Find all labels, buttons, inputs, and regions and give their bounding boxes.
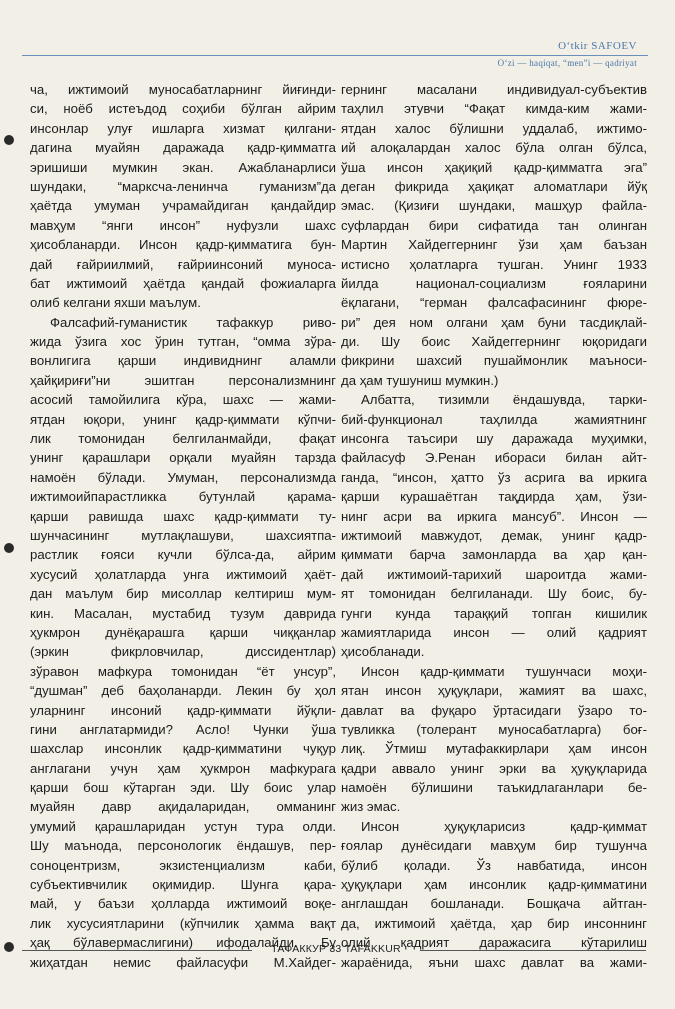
text-line: таҳлил этувчи “Фақат кимда-ким жами-	[341, 101, 647, 117]
text-line: Албатта, тизимли ёндашувда, тарки-	[361, 392, 647, 408]
text-line: бўлиб қолади. Ўз навбатида, инсон	[341, 857, 647, 873]
text-line: фикрини шахсий пушаймонлик маъноси-	[341, 353, 647, 369]
text-line: Фалсафий-гуманистик тафаккур риво-	[50, 314, 336, 330]
text-line: ча, ижтимоий муносабатларнинг йиғинди-	[30, 82, 336, 97]
binder-hole	[4, 135, 14, 145]
running-header-author: O‘tkir SAFOEV	[558, 40, 637, 52]
text-line: қарши равишда шахс қадр-қиммати ту-	[30, 508, 336, 524]
text-line: гунги кунда тараққий топган кишилик	[341, 605, 647, 621]
text-line: йилда национал-социализм ғояларини	[341, 275, 647, 291]
text-line: мавҳум “янги инсон” нуфузли шахс	[30, 217, 336, 233]
text-line: инсонга таъсири шу даражада муҳимки,	[341, 431, 647, 447]
text-line: дан маълум бир мисоллар келтириш мум-	[30, 586, 336, 602]
text-line: жиз эмас.	[341, 799, 401, 815]
text-line: лик томонидан белгиланмайди, фақат	[30, 431, 336, 447]
text-line: ятдан юқори, унинг қадр-қиммати кўпчи-	[30, 411, 336, 427]
text-line: ҳақ бўлавермаслигини) ифодалайди. Бу	[30, 935, 336, 951]
footer-rule-right	[420, 950, 646, 951]
text-line: гини англатармиди? Асло! Чунки ўша	[30, 721, 336, 737]
text-line: шахслар инсонлик қадр-қимматини чуқур	[30, 741, 336, 757]
text-line: Инсон ҳуқуқларисиз қадр-қиммат	[361, 818, 647, 834]
text-line: асосий тамойилига кўра, шахс — жами-	[30, 392, 336, 408]
text-line: деган фикрида ҳақиқат аломатлари йўқ	[341, 178, 647, 194]
text-line: вонлигига қарши индивиднинг аламли	[30, 353, 336, 369]
text-line: файласуф Э.Ренан ибораси билан айт-	[341, 450, 647, 466]
text-line: ятдан халос бўлишни уддалаб, ижтимо-	[341, 120, 647, 136]
running-header-subtitle: O‘zi — haqiqat, “men”i — qadriyat	[497, 58, 637, 68]
text-line: дагина муайян даражада қадр-қимматга	[30, 140, 336, 156]
text-line: ўша инсон ҳақиқий қадр-қимматга эга”	[341, 159, 647, 175]
text-line: да ҳам тушуниш мумкин.)	[341, 372, 499, 388]
text-line: дай ғайриилмий, ғайриинсоний муноса-	[30, 256, 336, 272]
text-line: англагани учун ҳам ҳукмрон мафкурага	[30, 760, 336, 776]
text-line: ди. Шу боис Хайдеггернинг юқоридаги	[341, 334, 647, 350]
text-line: нинг асри ва иркига мансуб”. Инсон —	[341, 508, 647, 524]
text-line: зўравон мафкура томонидан “ёт унсур”,	[30, 663, 336, 679]
binder-hole	[4, 942, 14, 952]
text-line: шунчасининг мутлақлашуви, шахсиятпа-	[30, 527, 336, 543]
text-line: ғоялар дунёсидаги мавҳум бир тушунча	[341, 838, 647, 854]
text-line: ҳаётда умуман учрамайдиган қандайдир	[30, 198, 336, 214]
text-line: намоён бўлишини таъкидлаганлари бе-	[341, 780, 647, 796]
text-line: растлик ғояси кучли бўлса-да, айрим	[30, 547, 336, 563]
text-line: (эркин фикрловчилар, диссидентлар)	[30, 644, 336, 660]
text-line: жараёнида, яъни шахс давлат ва жами-	[341, 954, 647, 970]
text-line: ижтимоийпарастликка бутунлай қарама-	[30, 489, 336, 505]
text-line: “душман” деб баҳоланарди. Лекин бу ҳол	[30, 683, 336, 699]
text-line: қарши курашаётган тақдирда ҳам, ўзи-	[341, 489, 647, 505]
text-line: қарши бош кўтарган эди. Шу боис улар	[30, 780, 336, 796]
text-line: суфлардан бири сифатида тан олинган	[341, 217, 647, 233]
text-line: кин. Масалан, мустабид тузум даврида	[30, 605, 336, 621]
text-line: намоён бўлади. Умуман, персонализмда	[30, 469, 336, 485]
text-line: ҳайқириғи”ни эшитган персонализмнинг	[30, 372, 336, 388]
text-line: тувликка (толерант муносабатларга) боғ-	[341, 721, 647, 737]
text-line: қиммати барча замонларда ва ҳар қан-	[341, 547, 647, 563]
text-line: уларнинг инсоний қадр-қиммати йўқли-	[30, 702, 336, 718]
header-rule	[22, 55, 648, 56]
text-line: шундаки, “марксча-ленинча гуманизм”да	[30, 178, 336, 194]
text-line: жамиятларида инсон — олий қадрият	[341, 624, 647, 640]
footer-rule-left	[22, 950, 252, 951]
text-line: да, ижтимоий ҳаётда, ҳар бир инсоннинг	[341, 915, 647, 931]
text-line: ри” дея ном олгани ҳам буни тасдиқлай-	[341, 314, 647, 330]
text-line: ёқлагани, “герман фалсафасининг фюре-	[341, 295, 647, 311]
text-line: ҳисобланарди. Инсон қадр-қимматига бун-	[30, 237, 336, 253]
text-line: Шу маънода, персонологик ёндашув, пер-	[30, 838, 336, 854]
left-text-column	[30, 80, 336, 972]
text-line: ҳукмрон дунёқарашга қарши чиққанлар	[30, 624, 336, 640]
text-line: ят томонидан белгиланади. Шу боис, бу-	[341, 586, 647, 602]
text-line: давлат ва фуқаро ўртасидаги ўзаро то-	[341, 702, 647, 718]
binder-hole	[4, 543, 14, 553]
text-line: субъективчилик оқимидир. Шунга қара-	[30, 877, 336, 893]
text-line: унинг қарашлари орқали муайян тарзда	[30, 450, 336, 466]
text-line: ий алоқалардан халос бўла олган бўлса,	[341, 140, 647, 156]
text-line: жиҳатдан немис файласуфи М.Хайдег-	[30, 954, 336, 970]
text-line: ижтимоий мавжудот, демак, унинг қадр-	[341, 527, 647, 543]
text-line: жида ўзига хос ўрин тутган, “омма зўра-	[30, 334, 336, 350]
text-line: олий қадрият даражасига кўтарилиш	[341, 935, 647, 951]
text-line: умумий қарашларидан устун тура олди.	[30, 818, 336, 834]
text-line: лиқ. Ўтмиш мутафаккирлари ҳам инсон	[341, 741, 647, 757]
text-line: лик хусусиятларини (кўпчилик ҳамма вақт	[30, 915, 336, 931]
text-line: си, ноёб истеъдод соҳиби бўлган айрим	[30, 101, 336, 117]
text-line: қадри аввало унинг эрки ва ҳуқуқларида	[341, 760, 647, 776]
text-line: ятан инсон ҳуқуқлари, жамият ва шахс,	[341, 683, 647, 699]
text-line: ганда, “инсон, ҳатто ўз асрига ва иркига	[341, 469, 647, 485]
text-line: гернинг масалани индивидуал-субъектив	[341, 82, 647, 97]
text-line: истисно ҳолатларга тушган. Унинг 1933	[341, 256, 647, 272]
text-line: ҳуқуқлари ҳам инсонлик қадр-қимматини	[341, 877, 647, 893]
text-line: бат ижтимоий ҳаётда қандай фожиаларга	[30, 275, 336, 291]
text-line: Инсон қадр-қиммати тушунчаси моҳи-	[361, 663, 647, 679]
text-line: Мартин Хайдеггернинг ўзи ҳам баъзан	[341, 237, 647, 253]
text-line: эмас. (Қизиғи шундаки, машҳур файла-	[341, 198, 647, 214]
page-footer: ТАФАККУР 33 TAFAKKUR	[271, 943, 401, 955]
text-line: эришиши мумкин экан. Ажабланарлиси	[30, 159, 336, 175]
text-line: бий-функционал таҳлилда жамиятнинг	[341, 411, 647, 427]
text-line: муайян давр ақидаларидан, омманинг	[30, 799, 336, 815]
text-line: ҳисобланади.	[341, 644, 425, 660]
text-line: инсонлар улуғ ишларга хизмат қилгани-	[30, 120, 336, 136]
text-line: англашдан бошланади. Бошқача айтган-	[341, 896, 647, 912]
text-line: хусусий ҳолатларда унга ижтимоий ҳаёт-	[30, 566, 336, 582]
text-line: олиб келгани яхши маълум.	[30, 295, 201, 311]
text-line: май, у баъзи ҳолларда ижтимоий воқе-	[30, 896, 336, 912]
text-line: дай ижтимоий-тарихий шароитда жами-	[341, 566, 647, 582]
right-text-column	[341, 80, 647, 972]
text-line: соноцентризм, экзистенциализм каби,	[30, 857, 336, 873]
